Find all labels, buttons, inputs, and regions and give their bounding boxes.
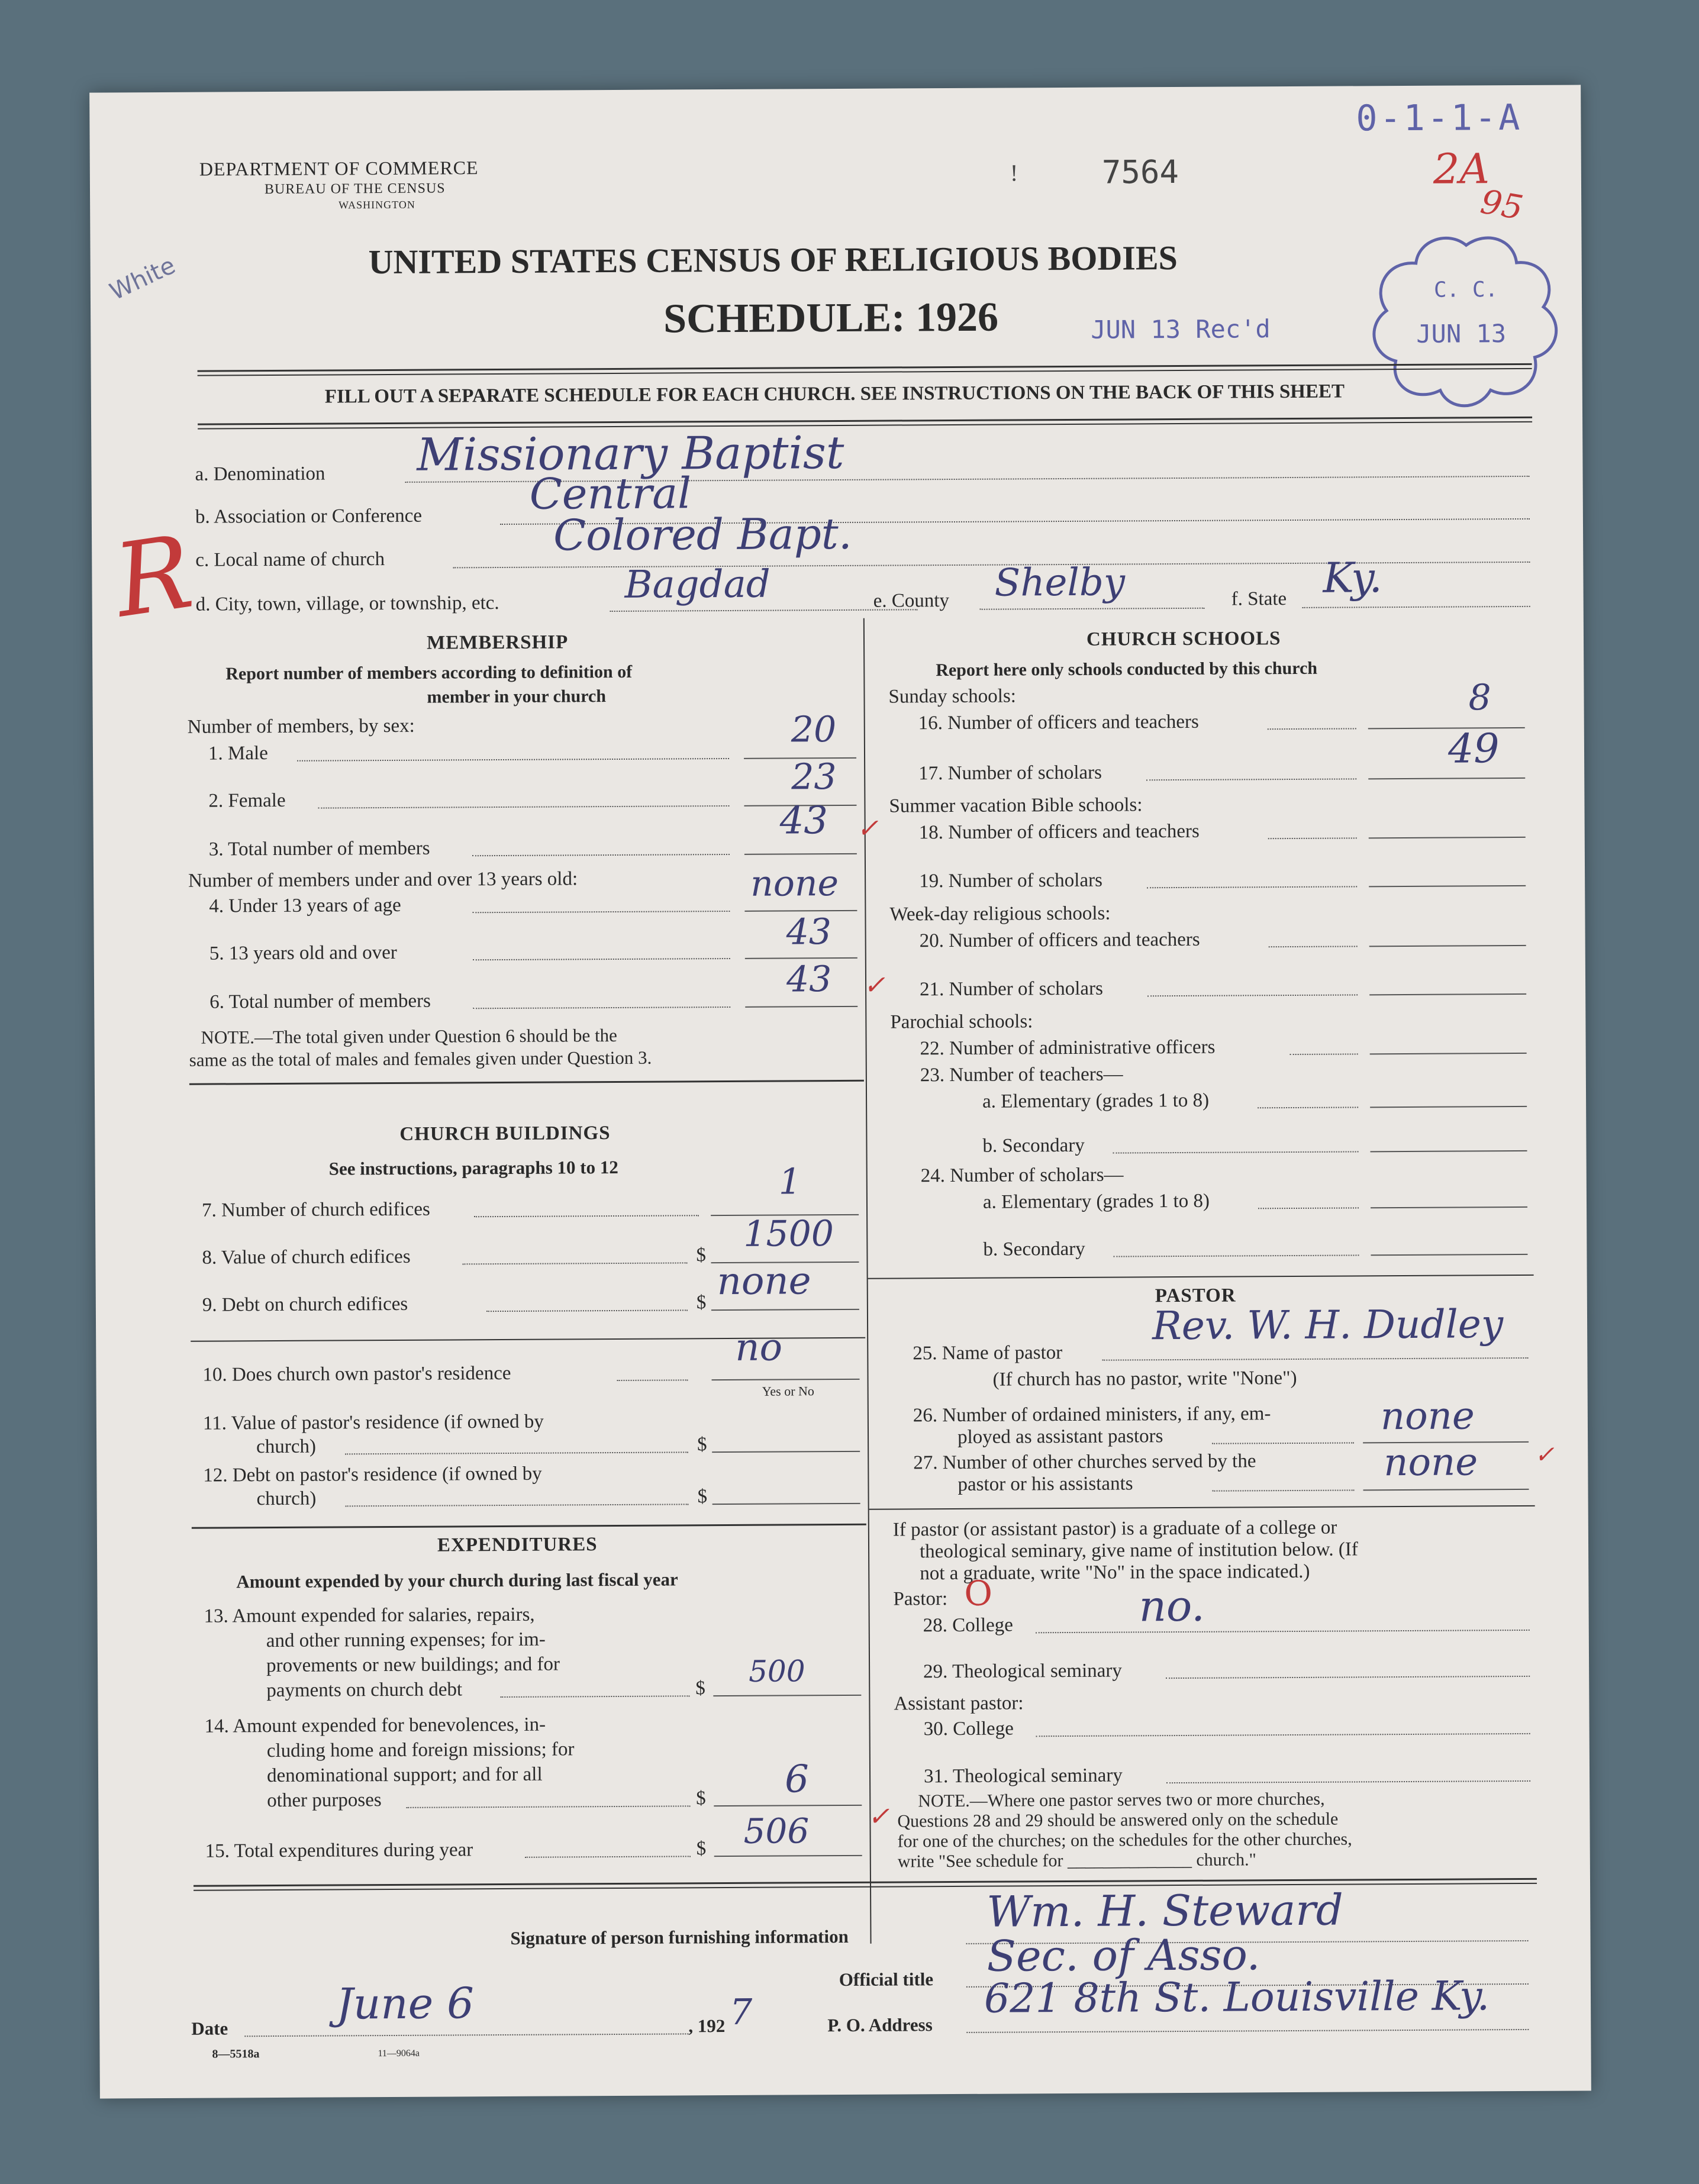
total-expenditures-dollar: $ — [696, 1838, 707, 1860]
edifices-count-value[interactable]: 1 — [778, 1161, 802, 1203]
church-name-value[interactable]: Colored Bapt. — [553, 508, 852, 560]
membership-intro-1: Report number of members according to definition of — [225, 662, 633, 684]
pastor-college-value[interactable]: no. — [1139, 1580, 1205, 1631]
tick-q14: ✓ — [868, 1801, 890, 1832]
signature-label: Signature of person furnishing information — [510, 1925, 849, 1948]
pastor-name-note: (If church has no pastor, write "None") — [992, 1367, 1297, 1391]
sunday-officers-label: 16. Number of officers and teachers — [918, 711, 1199, 734]
pastor-college-line — [1036, 1630, 1530, 1633]
assistant-seminary-line[interactable] — [1166, 1780, 1530, 1783]
teachers-secondary-label: b. Secondary — [982, 1134, 1085, 1157]
expenditures-intro: Amount expended by your church during last fiscal year — [236, 1569, 678, 1592]
residence-debt-label-1: 12. Debt on pastor's residence (if owned by — [203, 1463, 542, 1486]
membership-title: MEMBERSHIP — [426, 631, 569, 654]
signature-value[interactable]: Wm. H. Steward — [986, 1885, 1344, 1937]
buildings-intro: See instructions, paragraphs 10 to 12 — [328, 1156, 618, 1179]
assistant-pastors-label-2: ployed as assistant pastors — [957, 1425, 1163, 1448]
benevolences-value[interactable]: 6 — [784, 1757, 809, 1802]
benevolences-line — [714, 1805, 862, 1806]
cc-stamp-bottom: JUN 13 — [1416, 319, 1507, 349]
benevolences-leader — [406, 1805, 690, 1808]
pastor-note-3: for one of the churches; on the schedules for the other churches, — [897, 1829, 1352, 1851]
membership-intro-2: member in your church — [427, 686, 607, 707]
sunday-scholars-line — [1368, 778, 1525, 779]
owns-residence-leader — [617, 1379, 688, 1381]
benevolences-dollar: $ — [696, 1788, 706, 1809]
teachers-elementary-leader — [1258, 1106, 1358, 1108]
denomination-value[interactable]: Missionary Baptist — [417, 425, 844, 481]
membership-rule — [189, 1080, 864, 1085]
sunday-scholars-value[interactable]: 49 — [1447, 725, 1500, 773]
total-members-2-label: 6. Total number of members — [209, 990, 431, 1013]
pastor-title: PASTOR — [1155, 1285, 1236, 1307]
summer-scholars-leader — [1147, 886, 1357, 888]
assistant-subhead: Assistant pastor: — [894, 1692, 1024, 1715]
under-13-leader — [472, 911, 730, 913]
tick-q6: ✓ — [863, 970, 886, 1001]
edifices-debt-label: 9. Debt on church edifices — [202, 1293, 408, 1316]
teachers-secondary-leader — [1113, 1151, 1359, 1153]
city-line — [610, 609, 918, 612]
parochial-label: Parochial schools: — [890, 1011, 1033, 1033]
edifices-count-leader — [474, 1215, 699, 1217]
scholars-secondary-leader — [1113, 1254, 1359, 1257]
female-value[interactable]: 23 — [791, 756, 837, 798]
parochial-admin-label: 22. Number of administrative officers — [920, 1036, 1216, 1060]
total-members-leader — [472, 854, 730, 856]
edifices-count-label: 7. Number of church edifices — [201, 1198, 430, 1221]
total-expenditures-value[interactable]: 506 — [743, 1811, 810, 1851]
assistant-seminary-label: 31. Theological seminary — [923, 1764, 1123, 1788]
date-label: Date — [191, 2018, 228, 2039]
scholars-secondary-line[interactable] — [1371, 1254, 1527, 1256]
date-value[interactable]: June 6 — [336, 1978, 475, 2029]
residence-value-leader — [345, 1451, 688, 1454]
schools-title: CHURCH SCHOOLS — [1086, 628, 1281, 650]
residence-debt-label-2: church) — [256, 1488, 317, 1510]
red-code-2: 95 — [1478, 182, 1526, 228]
scholars-elementary-label: a. Elementary (grades 1 to 8) — [982, 1190, 1210, 1213]
total-members-2-line — [745, 1006, 857, 1008]
owns-residence-label: 10. Does church own pastor's residence — [202, 1362, 511, 1386]
buildings-title: CHURCH BUILDINGS — [399, 1122, 611, 1145]
red-code: 2A — [1433, 144, 1490, 193]
other-churches-value[interactable]: none — [1384, 1440, 1478, 1485]
header-rule-bottom — [198, 417, 1532, 425]
owns-residence-line — [712, 1379, 860, 1380]
teachers-elementary-line[interactable] — [1370, 1106, 1527, 1108]
under-13-label: 4. Under 13 years of age — [209, 894, 401, 917]
po-address-line — [966, 2029, 1529, 2033]
pastor-seminary-line[interactable] — [1166, 1676, 1530, 1679]
weekday-officers-label: 20. Number of officers and teachers — [919, 928, 1200, 952]
official-title-label: Official title — [839, 1969, 934, 1991]
denomination-label: a. Denomination — [195, 463, 325, 485]
running-expenses-label-1: 13. Amount expended for salaries, repairs, — [204, 1604, 535, 1627]
scholars-elementary-leader — [1258, 1207, 1359, 1209]
summer-scholars-line[interactable] — [1369, 885, 1526, 887]
graduate-note-3: not a graduate, write "No" in the space indicated.) — [920, 1560, 1310, 1585]
weekday-officers-leader — [1269, 946, 1358, 947]
sunday-officers-line — [1368, 727, 1525, 729]
red-circle-mark: O — [964, 1573, 993, 1614]
total-expenditures-label: 15. Total expenditures during year — [205, 1839, 473, 1862]
assistant-pastors-label-1: 26. Number of ordained ministers, if any, em- — [913, 1403, 1271, 1427]
schools-rule — [868, 1275, 1534, 1279]
pastor-name-line — [1102, 1357, 1528, 1361]
expenditures-title: EXPENDITURES — [437, 1534, 598, 1556]
edifices-value-label: 8. Value of church edifices — [202, 1246, 411, 1269]
county-label: e. County — [873, 590, 950, 612]
red-r-mark: R — [107, 513, 200, 641]
state-line — [1303, 606, 1530, 608]
over-13-value[interactable]: 43 — [786, 911, 832, 953]
edifices-debt-leader — [486, 1309, 688, 1312]
other-churches-leader — [1213, 1489, 1355, 1491]
pastor-note-4: write "See schedule for ______________ church." — [897, 1850, 1256, 1872]
church-name-label: c. Local name of church — [195, 549, 385, 571]
summer-officers-label: 18. Number of officers and teachers — [918, 820, 1200, 844]
male-leader — [297, 758, 729, 762]
residence-debt-leader — [346, 1504, 689, 1506]
weekday-officers-line[interactable] — [1369, 945, 1526, 947]
parochial-teachers-label: 23. Number of teachers— — [920, 1063, 1123, 1086]
association-label: b. Association or Conference — [195, 505, 423, 528]
tick-q27: ✓ — [1534, 1441, 1555, 1469]
sunday-officers-leader — [1268, 728, 1356, 730]
state-label: f. State — [1231, 588, 1287, 610]
form-subtitle: SCHEDULE: 1926 — [663, 294, 999, 342]
bureau-city: WASHINGTON — [338, 198, 415, 211]
parochial-admin-leader — [1290, 1053, 1358, 1055]
teachers-secondary-line[interactable] — [1371, 1150, 1527, 1152]
weekday-scholars-line[interactable] — [1369, 993, 1526, 995]
running-expenses-value[interactable]: 500 — [748, 1654, 805, 1689]
total-members-label: 3. Total number of members — [208, 837, 430, 860]
residence-debt-line[interactable] — [713, 1503, 860, 1505]
sunday-label: Sunday schools: — [888, 685, 1017, 708]
year-prefix: , 192 — [688, 2015, 726, 2037]
weekday-scholars-label: 21. Number of scholars — [920, 978, 1103, 1001]
residence-value-line[interactable] — [712, 1451, 860, 1453]
instruction-bar: FILL OUT A SEPARATE SCHEDULE FOR EACH CHURCH. SEE INSTRUCTIONS ON THE BACK OF THIS SHEET — [324, 380, 1345, 408]
weekday-label: Week-day religious schools: — [889, 902, 1111, 925]
over-13-label: 5. 13 years old and over — [209, 941, 397, 964]
pastor-college-label: 28. College — [923, 1614, 1013, 1637]
other-churches-label-2: pastor or his assistants — [957, 1473, 1133, 1495]
graduate-note-1: If pastor (or assistant pastor) is a graduate of a college or — [892, 1517, 1337, 1541]
by-age-label: Number of members under and over 13 years old: — [188, 868, 578, 892]
classification-code: 0-1-1-A — [1356, 96, 1523, 140]
pastor-subhead: Pastor: — [893, 1588, 948, 1610]
male-label: 1. Male — [208, 743, 268, 764]
female-leader — [318, 805, 729, 809]
edifices-debt-value[interactable]: none — [717, 1259, 811, 1304]
date-line — [244, 2033, 688, 2037]
pastor-rule — [869, 1505, 1535, 1510]
pastor-note-2: Questions 28 and 29 should be answered only on the schedule — [897, 1809, 1339, 1831]
received-stamp: JUN 13 Rec'd — [1091, 314, 1271, 344]
by-sex-label: Number of members, by sex: — [187, 715, 415, 738]
running-expenses-label-2: and other running expenses; for im- — [266, 1628, 546, 1652]
summer-officers-line[interactable] — [1369, 837, 1526, 838]
tick-q3: ✓ — [856, 813, 879, 844]
scholars-secondary-label: b. Secondary — [983, 1238, 1085, 1260]
state-value[interactable]: Ky. — [1323, 553, 1383, 602]
total-members-2-leader — [473, 1006, 730, 1009]
city-label: d. City, town, village, or township, etc. — [195, 592, 499, 615]
edifices-value-value[interactable]: 1500 — [743, 1213, 834, 1255]
summer-label: Summer vacation Bible schools: — [889, 794, 1143, 817]
form-title: UNITED STATES CENSUS OF RELIGIOUS BODIES — [368, 238, 1178, 282]
city-value[interactable]: Bagdad — [624, 562, 770, 607]
edifices-debt-line — [711, 1309, 859, 1311]
census-schedule-sheet — [89, 85, 1591, 2098]
male-value[interactable]: 20 — [791, 709, 837, 751]
weekday-scholars-leader — [1147, 994, 1358, 996]
form-number: 8—5518a — [212, 2047, 260, 2061]
county-value[interactable]: Shelby — [994, 560, 1126, 605]
graduate-note-2: theological seminary, give name of institution below. (If — [919, 1538, 1358, 1563]
yes-no-caption: Yes or No — [762, 1383, 814, 1399]
department-name: DEPARTMENT OF COMMERCE — [199, 157, 479, 180]
total-members-value[interactable]: 43 — [779, 799, 828, 843]
other-churches-label-1: 27. Number of other churches served by the — [913, 1450, 1256, 1474]
county-line — [980, 608, 1205, 610]
white-pencil-note: White — [105, 251, 180, 306]
pastor-name-value[interactable]: Rev. W. H. Dudley — [1152, 1301, 1504, 1349]
schedule-number: 7564 — [1101, 153, 1179, 191]
running-expenses-line — [713, 1695, 861, 1696]
edifices-debt-dollar: $ — [696, 1292, 707, 1314]
running-expenses-dollar: $ — [695, 1677, 705, 1699]
residence-value-dollar: $ — [697, 1434, 707, 1456]
benevolences-label-1: 14. Amount expended for benevolences, in- — [204, 1714, 546, 1737]
running-expenses-label-4: payments on church debt — [266, 1679, 463, 1702]
po-address-label: P. O. Address — [827, 2014, 933, 2036]
benevolences-label-3: denominational support; and for all — [266, 1763, 543, 1787]
official-title-value[interactable]: Sec. of Asso. — [986, 1930, 1260, 1981]
benevolences-label-2: cluding home and foreign missions; for — [266, 1738, 575, 1762]
edifices-value-dollar: $ — [696, 1244, 707, 1266]
association-value[interactable]: Central — [529, 468, 692, 519]
residence-value-label-1: 11. Value of pastor's residence (if owned by — [202, 1411, 544, 1434]
total-expenditures-line — [714, 1855, 862, 1857]
pastor-seminary-label: 29. Theological seminary — [923, 1660, 1122, 1683]
residence-value-label-2: church) — [256, 1435, 317, 1458]
year-digit[interactable]: 7 — [729, 1991, 753, 2033]
under-13-value[interactable]: none — [750, 863, 839, 905]
parochial-scholars-label: 24. Number of scholars— — [920, 1164, 1124, 1187]
pastor-note-1: NOTE.—Where one pastor serves two or more churches, — [918, 1789, 1325, 1811]
over-13-leader — [473, 958, 730, 960]
schools-intro: Report here only schools conducted by this church — [936, 658, 1318, 680]
assistant-pastors-leader — [1212, 1442, 1354, 1444]
scholars-elementary-line[interactable] — [1371, 1206, 1527, 1208]
sunday-officers-value[interactable]: 8 — [1468, 677, 1491, 719]
assistant-college-line[interactable] — [1036, 1733, 1530, 1737]
sunday-scholars-label: 17. Number of scholars — [918, 762, 1102, 785]
running-expenses-leader — [500, 1695, 689, 1698]
membership-note-1: NOTE.—The total given under Question 6 should be the — [201, 1024, 617, 1048]
other-churches-line — [1363, 1489, 1529, 1491]
sunday-scholars-leader — [1146, 778, 1356, 780]
total-members-line — [744, 853, 857, 855]
total-expenditures-leader — [525, 1856, 691, 1857]
cc-stamp-top: C. C. — [1433, 278, 1498, 302]
assistant-college-label: 30. College — [923, 1718, 1014, 1740]
teachers-elementary-label: a. Elementary (grades 1 to 8) — [982, 1089, 1210, 1112]
membership-note-2: same as the total of males and females given under Question 3. — [189, 1047, 652, 1070]
total-members-2-value[interactable]: 43 — [786, 959, 832, 1001]
summer-officers-leader — [1268, 837, 1357, 839]
residence-debt-dollar: $ — [697, 1486, 708, 1508]
parochial-admin-line[interactable] — [1370, 1053, 1527, 1054]
owns-residence-value[interactable]: no — [735, 1325, 783, 1370]
female-label: 2. Female — [208, 789, 286, 812]
pastor-name-label: 25. Name of pastor — [913, 1342, 1063, 1364]
bureau-name: BUREAU OF THE CENSUS — [264, 180, 446, 198]
edifices-value-leader — [463, 1262, 688, 1264]
buildings-rule — [192, 1524, 866, 1529]
assistant-pastors-value[interactable]: none — [1380, 1394, 1475, 1439]
summer-scholars-label: 19. Number of scholars — [919, 869, 1102, 892]
running-expenses-label-3: provements or new buildings; and for — [266, 1653, 560, 1677]
form-number-2: 11—9064a — [378, 2048, 420, 2059]
small-mark: ! — [1010, 159, 1018, 186]
po-address-value[interactable]: 621 8th St. Louisville Ky. — [984, 1973, 1490, 2022]
benevolences-label-4: other purposes — [267, 1789, 382, 1812]
header-rule-top — [198, 363, 1532, 372]
